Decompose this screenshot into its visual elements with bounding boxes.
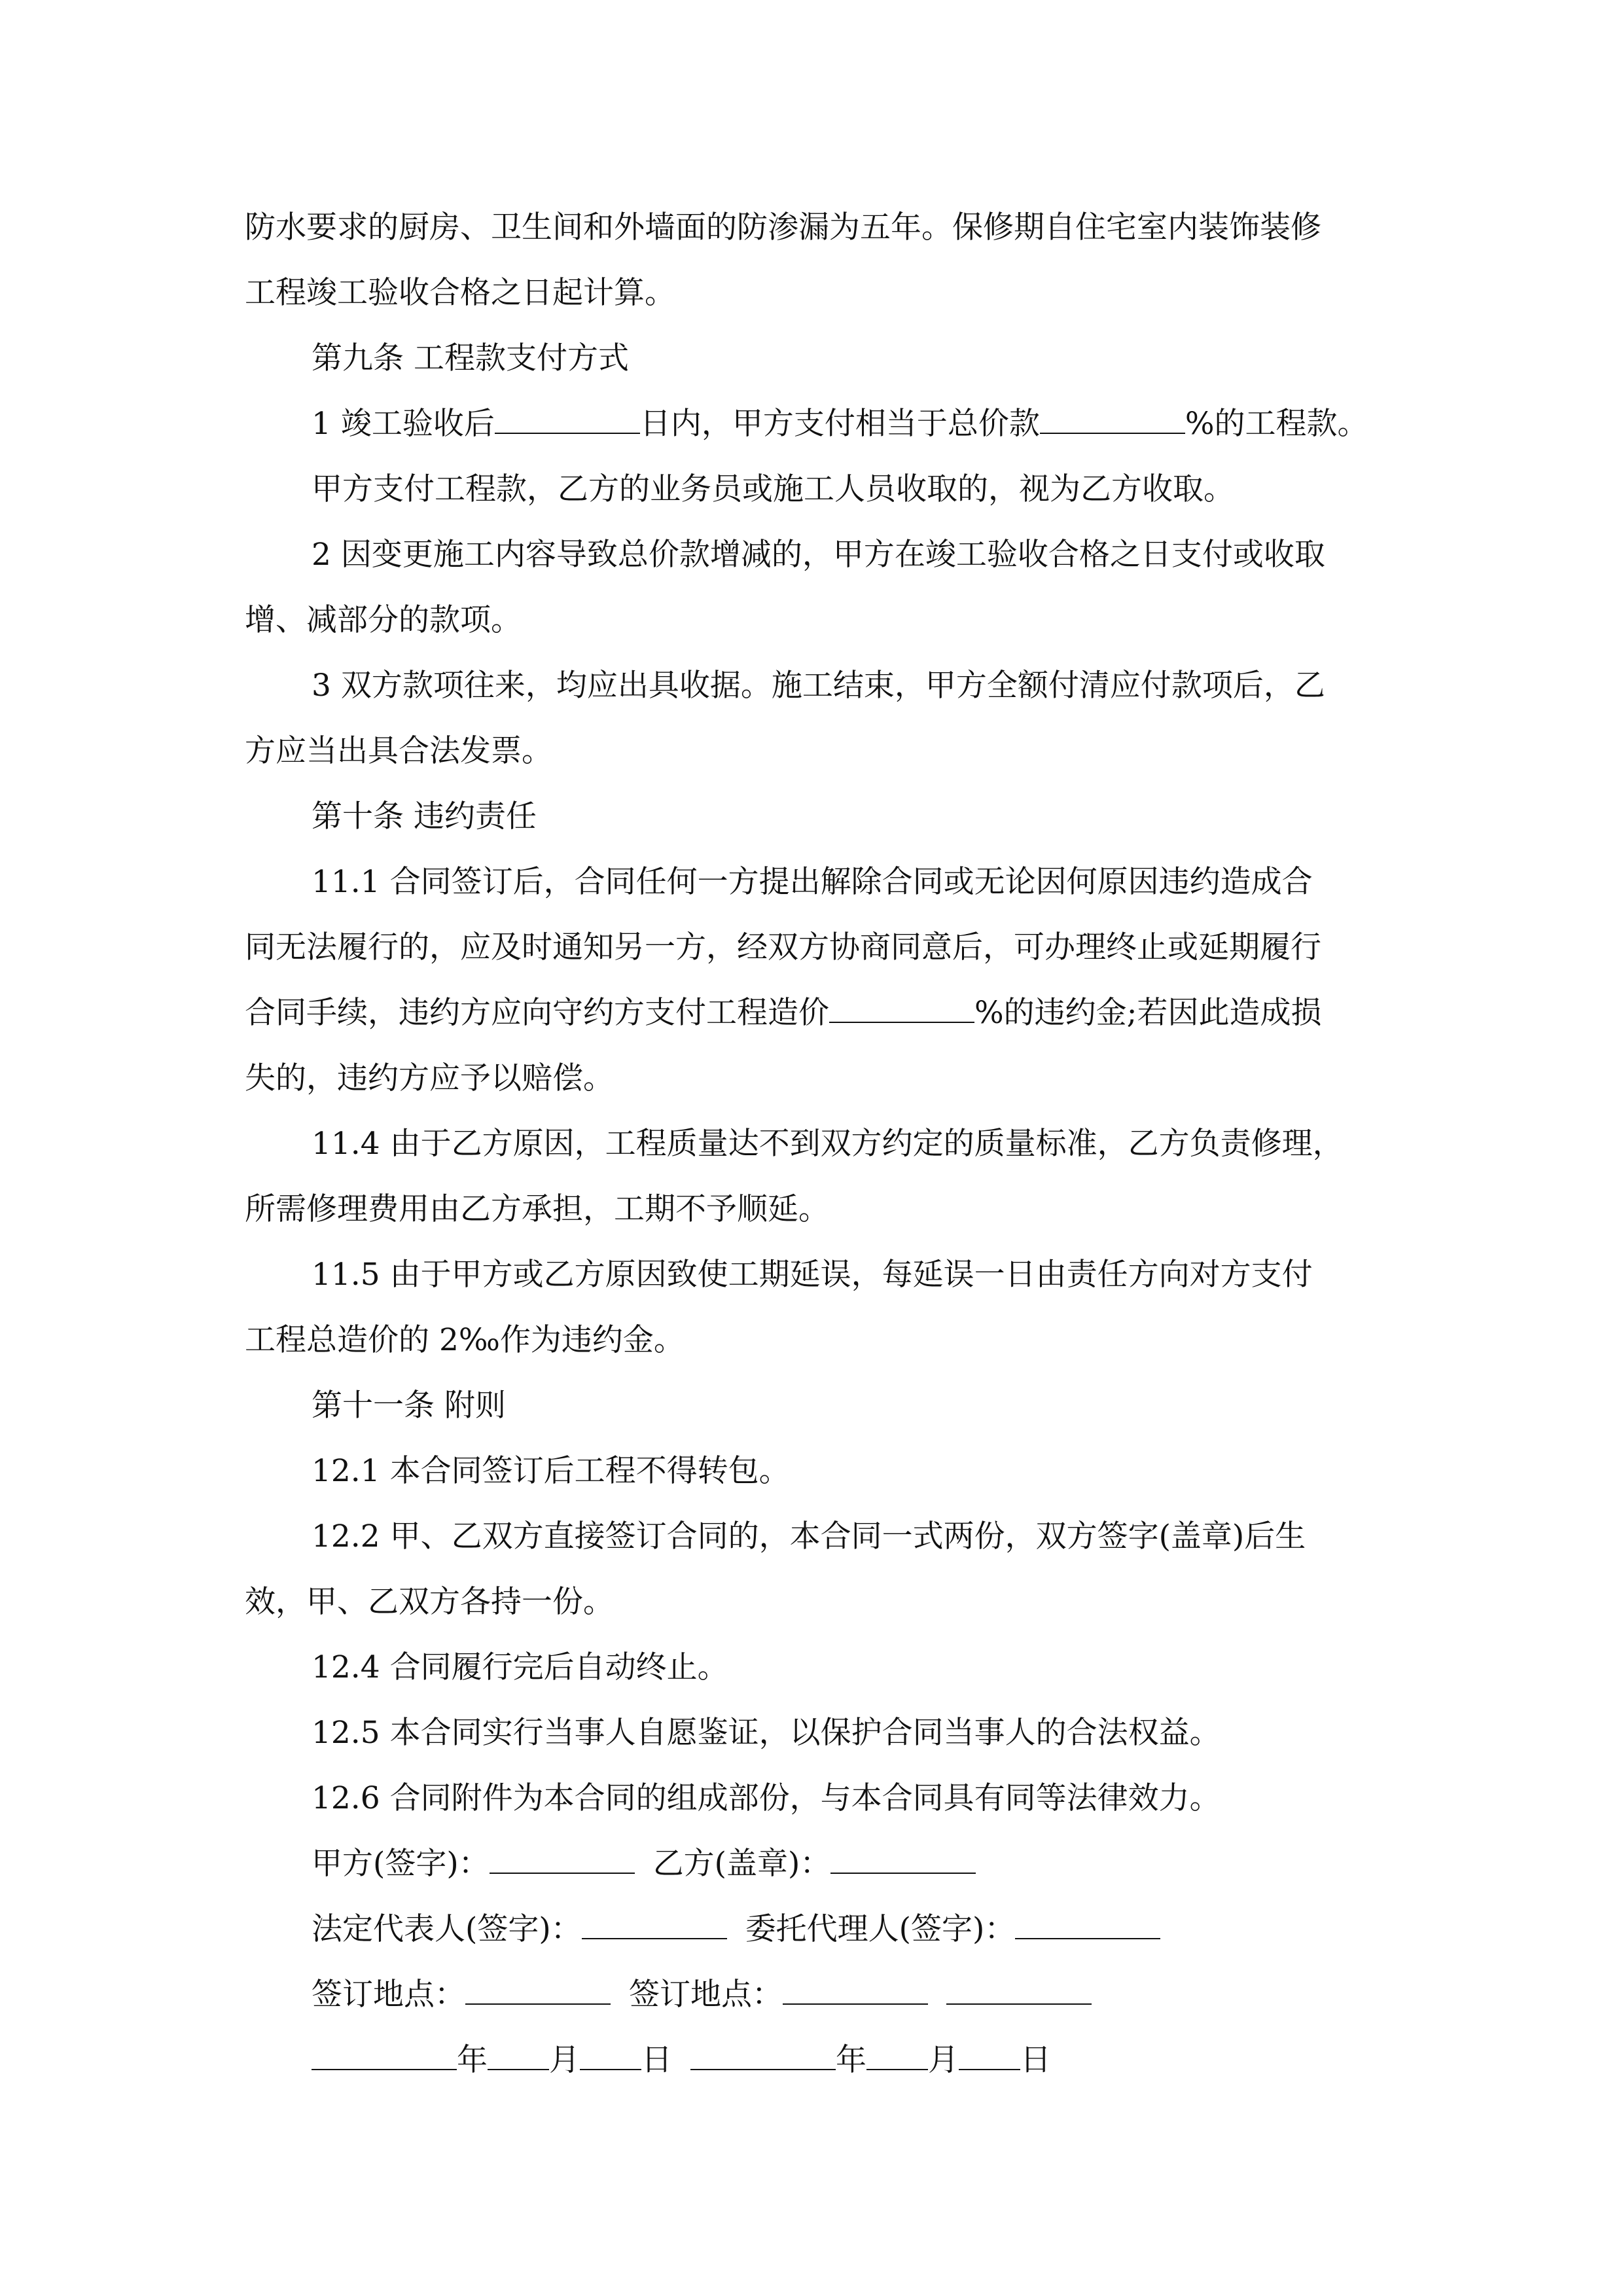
text-line: 工程竣工验收合格之日起计算。 <box>245 275 675 311</box>
party-a-label: 甲方(签字)： <box>312 1846 490 1882</box>
signing-place-line <box>245 1962 1383 2028</box>
text-line: 效，甲、乙双方各持一份。 <box>245 1584 614 1620</box>
article-9-heading: 第九条 工程款支付方式 <box>312 340 629 376</box>
date-b-day-blank[interactable] <box>959 2043 1020 2070</box>
article-10-heading: 第十条 违约责任 <box>312 798 537 834</box>
date-b-month-blank[interactable] <box>866 2043 928 2070</box>
clause-1-line <box>245 391 1383 457</box>
text-line: 甲方支付工程款，乙方的业务员或施工人员收取的，视为乙方收取。 <box>312 471 1234 507</box>
year-label: 年 <box>457 2042 488 2078</box>
text-line: 工程总造价的 2‰作为违约金。 <box>245 1322 685 1358</box>
clause-12-2-line: 12.2 甲、乙双方直接签订合同的，本合同一式两份，双方签字(盖章)后生 <box>312 1518 1306 1554</box>
year-label: 年 <box>836 2042 866 2078</box>
clause-1-text-c: %的工程款。 <box>1185 406 1368 442</box>
date-b-year-blank[interactable] <box>690 2043 836 2070</box>
clause-12-1-line: 12.1 本合同签订后工程不得转包。 <box>312 1453 790 1489</box>
date-a-year-blank[interactable] <box>312 2043 457 2070</box>
party-b-label: 乙方(盖章)： <box>652 1846 831 1882</box>
clause-3-line: 3 双方款项往来，均应出具收据。施工结束，甲方全额付清应付款项后，乙 <box>312 668 1325 704</box>
month-label: 月 <box>549 2042 580 2078</box>
text-line: 防水要求的厨房、卫生间和外墙面的防渗漏为五年。保修期自住宅室内装饰装修 <box>245 209 1321 245</box>
place-b-label: 签订地点： <box>629 1977 783 2013</box>
signature-representatives-line <box>245 1897 1383 1962</box>
date-a-day-blank[interactable] <box>580 2043 641 2070</box>
text-line: 同无法履行的，应及时通知另一方，经双方协商同意后，可办理终止或延期履行 <box>245 929 1321 965</box>
signature-parties-line <box>245 1831 1383 1897</box>
document-body <box>245 195 1383 2093</box>
percent-blank[interactable] <box>1040 406 1185 434</box>
clause-12-4-line: 12.4 合同履行完后自动终止。 <box>312 1649 728 1685</box>
month-label: 月 <box>928 2042 959 2078</box>
clause-12-6-line: 12.6 合同附件为本合同的组成部份，与本合同具有同等法律效力。 <box>312 1780 1221 1816</box>
days-blank[interactable] <box>495 406 640 434</box>
article-11-heading: 第十一条 附则 <box>312 1388 506 1424</box>
date-a-month-blank[interactable] <box>488 2043 549 2070</box>
text-line: 所需修理费用由乙方承担，工期不予顺延。 <box>245 1191 829 1227</box>
text-line: 增、减部分的款项。 <box>245 602 522 638</box>
clause-11-1-line: 11.1 合同签订后，合同任何一方提出解除合同或无论因何原因违约造成合 <box>312 864 1313 900</box>
text-line: 方应当出具合法发票。 <box>245 733 552 769</box>
clause-12-5-line: 12.5 本合同实行当事人自愿鉴证，以保护合同当事人的合法权益。 <box>312 1715 1221 1751</box>
clause-11-4-line: 11.4 由于乙方原因，工程质量达不到双方约定的质量标准，乙方负责修理， <box>312 1126 1344 1162</box>
place-b-blank[interactable] <box>783 1977 928 2005</box>
legal-rep-signature-blank[interactable] <box>582 1912 727 1939</box>
clause-11-5-line: 11.5 由于甲方或乙方原因致使工期延误，每延误一日由责任方向对方支付 <box>312 1257 1313 1293</box>
place-a-label: 签订地点： <box>312 1977 465 2013</box>
party-a-signature-blank[interactable] <box>490 1846 635 1874</box>
day-label: 日 <box>641 2042 672 2078</box>
clause-11-1-text-a: 合同手续，违约方应向守约方支付工程造价 <box>245 995 829 1031</box>
place-a-blank[interactable] <box>465 1977 611 2005</box>
day-label: 日 <box>1020 2042 1051 2078</box>
legal-rep-label: 法定代表人(签字)： <box>312 1911 582 1947</box>
agent-label: 委托代理人(签字)： <box>745 1911 1016 1947</box>
clause-2-line: 2 因变更施工内容导致总价款增减的，甲方在竣工验收合格之日支付或收取 <box>312 537 1325 573</box>
clause-11-1-blank-line <box>245 980 1383 1046</box>
clause-1-text-a: 1 竣工验收后 <box>312 406 495 442</box>
penalty-percent-blank[interactable] <box>829 996 974 1023</box>
agent-signature-blank[interactable] <box>1015 1912 1160 1939</box>
place-b-extra-blank[interactable] <box>946 1977 1092 2005</box>
signing-date-line <box>245 2028 1383 2093</box>
text-line: 失的，违约方应予以赔偿。 <box>245 1060 614 1096</box>
clause-11-1-text-b: %的违约金;若因此造成损 <box>974 995 1322 1031</box>
party-b-seal-blank[interactable] <box>830 1846 976 1874</box>
clause-1-text-b: 日内，甲方支付相当于总价款 <box>639 406 1040 442</box>
